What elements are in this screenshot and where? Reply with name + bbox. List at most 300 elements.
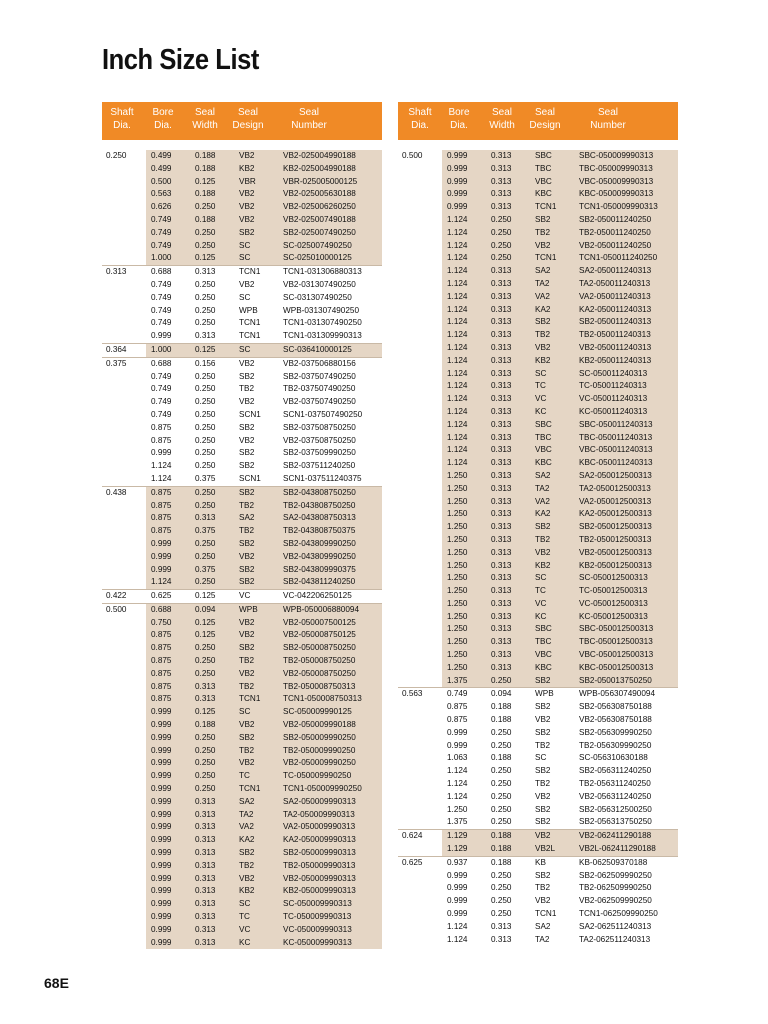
table-row [102,525,382,538]
seal-number-cell: SC-031307490250 [283,292,352,302]
table-row [102,176,382,189]
seal-design-cell: VB2 [535,715,551,725]
table-row [102,576,382,589]
shaft-dia-cell: 0.563 [402,689,423,699]
table-row [102,305,382,318]
header-bore-dia: Bore Dia. [448,107,470,131]
seal-design-cell: SB2 [239,577,255,587]
table-row [102,629,382,642]
table-row [398,856,678,870]
seal-width-cell: 0.313 [195,899,216,909]
table-row [398,701,678,714]
table-row [102,422,382,435]
table-row [102,538,382,551]
seal-width-cell: 0.313 [195,860,216,870]
seal-design-cell: SB2 [239,732,255,742]
seal-design-cell: TCN1 [239,784,261,794]
table-row [102,873,382,886]
seal-design-cell: SCN1 [239,473,261,483]
seal-design-cell: SB2 [239,564,255,574]
table-row [102,409,382,422]
seal-number-cell: VB2-037507490250 [283,397,356,407]
seal-number-cell: TBC-050012500313 [579,637,653,647]
seal-number-cell: WPB-056307490094 [579,689,656,699]
seal-number-cell: KBC-050011240313 [579,458,653,468]
table-row [102,252,382,265]
seal-design-cell: KBC [535,189,552,199]
table-row [102,796,382,809]
seal-width-cell: 0.188 [195,163,216,173]
bore-dia-cell: 0.999 [447,870,468,880]
table-row [102,317,382,330]
bore-dia-cell: 0.999 [151,912,172,922]
seal-width-cell: 0.313 [491,547,512,557]
seal-design-cell: SC [239,253,251,263]
seal-width-cell: 0.250 [491,791,512,801]
seal-width-cell: 0.250 [491,804,512,814]
bore-dia-cell: 1.250 [447,547,468,557]
seal-number-cell: VC-042206250125 [283,591,352,601]
seal-width-cell: 0.313 [491,317,512,327]
bore-dia-cell: 1.250 [447,483,468,493]
bore-dia-cell: 0.999 [151,448,172,458]
seal-width-cell: 0.125 [195,176,216,186]
seal-width-cell: 0.125 [195,591,216,601]
table-row [398,829,678,843]
seal-width-cell: 0.313 [195,848,216,858]
seal-width-cell: 0.375 [195,564,216,574]
bore-dia-cell: 0.999 [151,538,172,548]
table-row [398,778,678,791]
seal-width-cell: 0.313 [195,513,216,523]
bore-dia-cell: 1.124 [447,214,468,224]
bore-dia-cell: 0.875 [151,656,172,666]
bore-dia-cell: 1.124 [447,766,468,776]
bore-dia-cell: 0.749 [151,305,172,315]
seal-design-cell: VB2 [239,202,255,212]
bore-dia-cell: 0.999 [151,564,172,574]
bore-dia-cell: 0.999 [447,163,468,173]
seal-design-cell: VB2 [239,189,255,199]
seal-width-cell: 0.250 [491,896,512,906]
seal-design-cell: KB2 [535,560,551,570]
seal-width-cell: 0.188 [195,720,216,730]
seal-number-cell: VC-050009990313 [283,924,352,934]
bore-dia-cell: 1.250 [447,560,468,570]
seal-width-cell: 0.313 [195,873,216,883]
seal-number-cell: TCN1-031306880313 [283,267,362,277]
seal-number-cell: VB2-025007490188 [283,214,356,224]
bore-dia-cell: 0.875 [151,694,172,704]
table-row [398,457,678,470]
table-row [398,470,678,483]
seal-design-cell: SC [239,292,251,302]
seal-number-cell: KB2-050011240313 [579,355,652,365]
table-row [398,752,678,765]
bore-dia-cell: 0.999 [447,202,468,212]
table-row [102,188,382,201]
table-row [102,460,382,473]
seal-design-cell: TBC [535,163,552,173]
seal-number-cell: SB2-043809990375 [283,564,356,574]
bore-dia-cell: 0.999 [151,822,172,832]
seal-design-cell: SB2 [535,702,551,712]
seal-number-cell: SB2-050013750250 [579,675,652,685]
seal-design-cell: KC [239,937,251,947]
seal-number-cell: SA2-062511240313 [579,921,652,931]
bore-dia-cell: 1.124 [447,266,468,276]
bore-dia-cell: 1.124 [447,791,468,801]
seal-number-cell: SC-050009990125 [283,707,352,717]
seal-design-cell: KB2 [535,355,551,365]
seal-design-cell: VBC [535,445,552,455]
bore-dia-cell: 1.000 [151,344,172,354]
seal-width-cell: 0.250 [195,409,216,419]
seal-number-cell: SB2-062509990250 [579,870,652,880]
seal-design-cell: TC [535,586,546,596]
table-row [398,444,678,457]
seal-design-cell: SB2 [239,227,255,237]
seal-number-cell: SA2-050011240313 [579,266,652,276]
seal-number-cell: SA2-050009990313 [283,796,356,806]
table-row [102,821,382,834]
bore-dia-cell: 0.999 [447,151,468,160]
table-row [102,642,382,655]
seal-number-cell: SB2-056312500250 [579,804,652,814]
seal-number-cell: TB2-037507490250 [283,384,356,394]
seal-design-cell: VBR [239,176,256,186]
seal-design-cell: TC [239,771,250,781]
seal-width-cell: 0.250 [195,551,216,561]
seal-width-cell: 0.250 [195,461,216,471]
seal-number-cell: TB2-050012500313 [579,534,652,544]
bore-dia-cell: 1.250 [447,637,468,647]
seal-number-cell: SB2-056313750250 [579,817,652,827]
table-row [102,924,382,937]
seal-number-cell: TB2-056311240250 [579,779,651,789]
seal-width-cell: 0.188 [491,715,512,725]
seal-number-cell: TCN1-031307490250 [283,318,362,328]
bore-dia-cell: 0.875 [151,643,172,653]
table-row [102,809,382,822]
bore-dia-cell: 0.625 [151,591,172,601]
bore-dia-cell: 0.875 [151,435,172,445]
table-row [102,719,382,732]
seal-number-cell: VB2-050008750250 [283,668,356,678]
bore-dia-cell: 1.124 [447,330,468,340]
table-row [102,396,382,409]
bore-dia-cell: 0.626 [151,202,172,212]
table-row [102,435,382,448]
seal-number-cell: VC-050011240313 [579,394,648,404]
bore-dia-cell: 0.999 [151,809,172,819]
seal-number-cell: VA2-050009990313 [283,822,356,832]
seal-design-cell: VBC [535,176,552,186]
seal-width-cell: 0.313 [491,176,512,186]
shaft-dia-cell: 0.375 [106,358,127,368]
seal-width-cell: 0.156 [195,358,216,368]
seal-number-cell: SB2-050009990313 [283,848,356,858]
seal-width-cell: 0.313 [491,342,512,352]
table-row [398,329,678,342]
seal-design-cell: TB2 [535,779,551,789]
bore-dia-cell: 1.124 [447,406,468,416]
size-table-left [102,102,382,949]
seal-width-cell: 0.250 [195,500,216,510]
table-header [102,102,382,140]
seal-number-cell: TB2-050009990313 [283,860,356,870]
table-row [398,611,678,624]
seal-design-cell: KBC [535,458,552,468]
seal-design-cell: TCN1 [239,694,261,704]
seal-design-cell: VB2 [239,397,255,407]
seal-width-cell: 0.313 [491,406,512,416]
table-row [398,636,678,649]
bore-dia-cell: 0.999 [151,331,172,341]
seal-number-cell: KB2-050012500313 [579,560,652,570]
seal-design-cell: KB [535,857,546,867]
seal-number-cell: TCN1-050009990250 [283,784,362,794]
seal-number-cell: VB2-025005630188 [283,189,356,199]
seal-design-cell: KA2 [535,304,551,314]
header-shaft-dia: Shaft Dia. [408,107,432,131]
seal-number-cell: VBC-050011240313 [579,445,653,455]
bore-dia-cell: 1.124 [447,381,468,391]
bore-dia-cell: 0.875 [151,513,172,523]
seal-width-cell: 0.313 [491,394,512,404]
table-row [102,847,382,860]
bore-dia-cell: 1.124 [447,291,468,301]
seal-width-cell: 0.250 [195,202,216,212]
seal-design-cell: TA2 [535,934,550,944]
seal-design-cell: TB2 [239,860,255,870]
bore-dia-cell: 0.688 [151,604,172,614]
seal-number-cell: VB2-050009990250 [283,758,356,768]
table-row [398,895,678,908]
seal-design-cell: TA2 [535,483,550,493]
table-row [102,292,382,305]
seal-number-cell: SB2-025007490250 [283,227,356,237]
table-row [398,662,678,675]
seal-width-cell: 0.250 [195,758,216,768]
seal-number-cell: KA2-050011240313 [579,304,652,314]
table-row [102,240,382,253]
table-row [398,649,678,662]
table-row [398,727,678,740]
bore-dia-cell: 0.999 [151,848,172,858]
bore-dia-cell: 0.999 [151,771,172,781]
table-row [398,547,678,560]
seal-design-cell: TBC [535,637,552,647]
seal-width-cell: 0.313 [195,822,216,832]
table-row [102,512,382,525]
seal-number-cell: TA2-050011240313 [579,278,651,288]
seal-number-cell: SA2-043808750313 [283,513,356,523]
table-row [102,201,382,214]
bore-dia-cell: 0.999 [151,758,172,768]
table-row [398,227,678,240]
seal-number-cell: VBC-050009990313 [579,176,654,186]
table-row [102,834,382,847]
seal-design-cell: KC [535,611,547,621]
seal-design-cell: VBC [535,650,552,660]
seal-number-cell: VB2-050007500125 [283,617,356,627]
bore-dia-cell: 0.999 [151,551,172,561]
seal-width-cell: 0.313 [491,534,512,544]
seal-width-cell: 0.313 [491,368,512,378]
seal-design-cell: KC [535,406,547,416]
table-row [102,500,382,513]
seal-width-cell: 0.250 [195,732,216,742]
seal-design-cell: TC [239,912,250,922]
bore-dia-cell: 1.124 [447,921,468,931]
seal-design-cell: WPB [239,305,258,315]
table-row [102,279,382,292]
seal-number-cell: TCN1-031309990313 [283,331,362,341]
seal-width-cell: 0.313 [195,809,216,819]
bore-dia-cell: 1.124 [447,445,468,455]
bore-dia-cell: 0.875 [447,715,468,725]
table-row [102,357,382,371]
bore-dia-cell: 0.875 [447,702,468,712]
seal-width-cell: 0.250 [491,727,512,737]
bore-dia-cell: 0.999 [447,740,468,750]
bore-dia-cell: 1.124 [151,473,172,483]
seal-number-cell: SB2-056309990250 [579,727,652,737]
seal-design-cell: SC [239,344,251,354]
seal-number-cell: SB2-050011240250 [579,214,652,224]
seal-design-cell: TB2 [535,330,551,340]
seal-design-cell: WPB [535,689,554,699]
bore-dia-cell: 0.999 [447,896,468,906]
seal-design-cell: SB2 [239,448,255,458]
bore-dia-cell: 0.688 [151,267,172,277]
seal-design-cell: VA2 [535,496,550,506]
table-row [102,668,382,681]
seal-width-cell: 0.313 [491,291,512,301]
seal-design-cell: TB2 [535,740,551,750]
table-row [398,380,678,393]
table-row [102,214,382,227]
seal-number-cell: SC-050012500313 [579,573,648,583]
seal-number-cell: SC-025007490250 [283,240,352,250]
seal-width-cell: 0.313 [491,662,512,672]
seal-design-cell: SC [239,240,251,250]
bore-dia-cell: 0.688 [151,358,172,368]
seal-design-cell: VB2 [239,551,255,561]
seal-number-cell: VB2-037508750250 [283,435,356,445]
table-row [102,551,382,564]
seal-width-cell: 0.313 [491,330,512,340]
seal-number-cell: SB2-037507490250 [283,371,356,381]
seal-number-cell: VBC-050012500313 [579,650,654,660]
seal-width-cell: 0.250 [491,740,512,750]
table-row [398,791,678,804]
table-row [398,921,678,934]
seal-number-cell: SC-050011240313 [579,368,648,378]
table-row [398,496,678,509]
bore-dia-cell: 1.250 [447,650,468,660]
bore-dia-cell: 1.250 [447,509,468,519]
bore-dia-cell: 1.124 [447,394,468,404]
seal-design-cell: SA2 [535,921,551,931]
seal-design-cell: TB2 [535,534,551,544]
seal-width-cell: 0.250 [491,675,512,685]
table-row [102,732,382,745]
seal-design-cell: SA2 [535,470,551,480]
table-row [398,419,678,432]
seal-width-cell: 0.313 [491,304,512,314]
seal-design-cell: SB2 [239,538,255,548]
seal-design-cell: SC [239,899,251,909]
bore-dia-cell: 0.749 [151,397,172,407]
table-row [102,860,382,873]
seal-width-cell: 0.250 [491,227,512,237]
seal-number-cell: SC-050009990313 [283,899,352,909]
table-row [398,804,678,817]
seal-width-cell: 0.313 [491,163,512,173]
header-seal-design: Seal Design [232,107,264,131]
seal-width-cell: 0.313 [491,522,512,532]
seal-number-cell: VB2-056311240250 [579,791,652,801]
table-body [102,150,382,949]
seal-width-cell: 0.250 [195,771,216,781]
seal-number-cell: VB2-025004990188 [283,151,356,160]
bore-dia-cell: 0.499 [151,151,172,160]
seal-number-cell: SB2-050012500313 [579,522,652,532]
seal-width-cell: 0.250 [195,487,216,497]
seal-design-cell: TCN1 [239,331,261,341]
table-row [398,214,678,227]
bore-dia-cell: 0.749 [151,279,172,289]
table-header [398,102,678,140]
seal-width-cell: 0.250 [195,577,216,587]
seal-design-cell: TC [535,381,546,391]
seal-width-cell: 0.313 [491,934,512,944]
seal-width-cell: 0.313 [195,681,216,691]
seal-design-cell: SB2 [239,643,255,653]
table-row [398,870,678,883]
table-row [398,843,678,856]
seal-number-cell: KC-050011240313 [579,406,648,416]
table-row [102,486,382,500]
seal-width-cell: 0.250 [195,784,216,794]
seal-width-cell: 0.313 [491,432,512,442]
seal-width-cell: 0.313 [491,470,512,480]
seal-design-cell: VB2 [239,279,255,289]
seal-number-cell: TA2-050009990313 [283,809,355,819]
bore-dia-cell: 0.999 [447,176,468,186]
bore-dia-cell: 1.250 [447,624,468,634]
table-row [398,882,678,895]
bore-dia-cell: 1.124 [447,227,468,237]
bore-dia-cell: 1.000 [151,253,172,263]
seal-width-cell: 0.375 [195,473,216,483]
seal-width-cell: 0.188 [491,844,512,854]
seal-number-cell: TCN1-062509990250 [579,909,658,919]
seal-design-cell: VA2 [535,291,550,301]
bore-dia-cell: 0.749 [151,214,172,224]
seal-design-cell: TB2 [239,681,255,691]
seal-width-cell: 0.313 [491,278,512,288]
seal-number-cell: WPB-031307490250 [283,305,360,315]
seal-design-cell: TB2 [239,384,255,394]
seal-number-cell: SB2-043811240250 [283,577,356,587]
seal-number-cell: KB-062509370188 [579,857,648,867]
seal-number-cell: TBC-050011240313 [579,432,653,442]
seal-width-cell: 0.188 [491,702,512,712]
bore-dia-cell: 1.375 [447,817,468,827]
